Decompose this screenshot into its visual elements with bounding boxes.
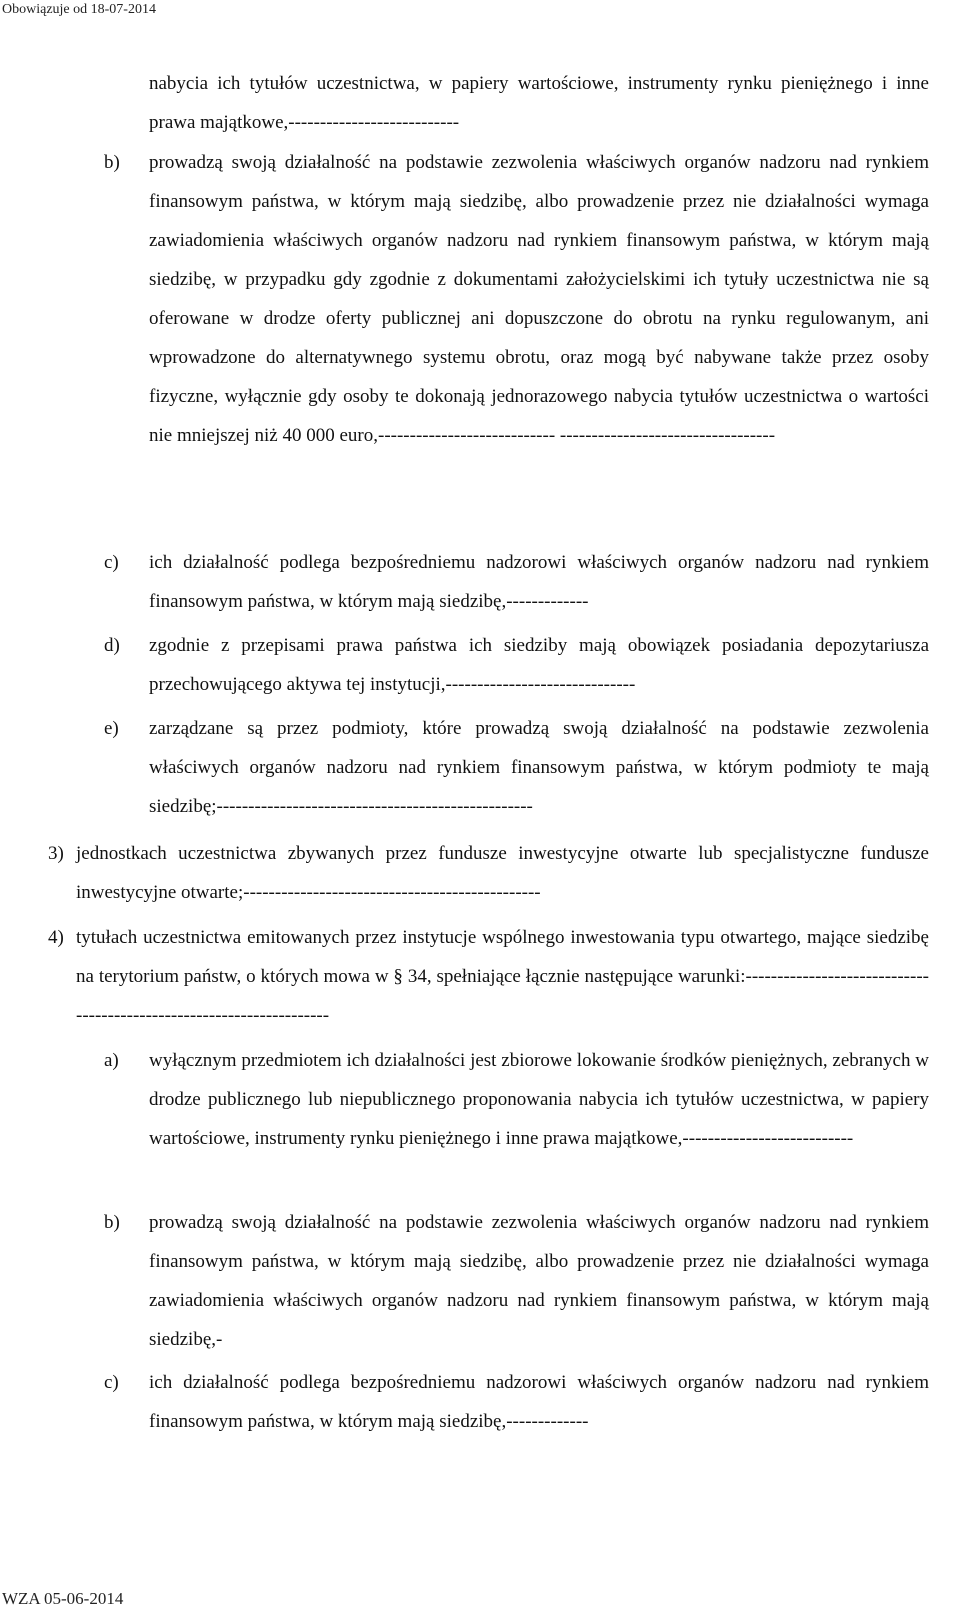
list-marker: c): [104, 552, 119, 573]
list-item-text: jednostkach uczestnictwa zbywanych przez fundusze inwestycyjne otwarte lub specjalistyczne fundusze inwestycyjne otwarte;-----------------------------------------------: [76, 843, 929, 903]
list-marker: b): [104, 152, 120, 173]
list-item-text: prowadzą swoją działalność na podstawie zezwolenia właściwych organów nadzoru nad rynkiem finansowym państwa, w którym mają siedzibę, albo prowadzenie przez nie działalności wymaga zawiadomienia właściwych organów nadzoru nad rynkiem finansowym państwa, w którym mają siedzibę, w przypadku gdy zgodnie z dokumentami założycielskimi ich tytuły uczestnictwa nie są oferowane w drodze oferty publicznej ani dopuszczone do obrotu na rynku regulowanym, ani wprowadzone do alternatywnego systemu obrotu, oraz mogą być nabywane także przez osoby fizyczne, wyłącznie gdy osoby te dokonają jednorazowego nabycia tytułów uczestnictwa o wartości nie mniejszej niż 40 000 euro,---------------------------- ----------------------------------: [149, 152, 929, 446]
list-item-text: zgodnie z przepisami prawa państwa ich siedziby mają obowiązek posiadania depozytariusza przechowującego aktywa tej instytucji,------------------------------: [149, 635, 929, 695]
list-item-text: ich działalność podlega bezpośredniemu nadzorowi właściwych organów nadzoru nad rynkiem finansowym państwa, w którym mają siedzibę,-------------: [149, 1372, 929, 1432]
list-item-text: zarządzane są przez podmioty, które prowadzą swoją działalność na podstawie zezwolenia właściwych organów nadzoru nad rynkiem finansowym państwa, w którym podmioty te mają siedzibę;--------------------------------------------------: [149, 718, 929, 817]
list-marker: 3): [48, 843, 64, 864]
list-item-text: ich działalność podlega bezpośredniemu nadzorowi właściwych organów nadzoru nad rynkiem finansowym państwa, w którym mają siedzibę,-------------: [149, 552, 929, 612]
list-marker: d): [104, 635, 120, 656]
list-item-text: tytułach uczestnictwa emitowanych przez instytucje wspólnego inwestowania typu otwartego, mające siedzibę na terytorium państw, o których mowa w § 34, spełniające łącznie następujące warunki:---------------------------------------------------------------------: [76, 927, 929, 1026]
list-marker: a): [104, 1050, 119, 1071]
list-marker: b): [104, 1212, 120, 1233]
list-marker: 4): [48, 927, 64, 948]
continuation-paragraph: nabycia ich tytułów uczestnictwa, w papiery wartościowe, instrumenty rynku pieniężnego i inne prawa majątkowe,---------------------------: [149, 73, 929, 133]
header-validity-stamp: Obowiązuje od 18-07-2014: [2, 2, 156, 17]
footer-document-stamp: WZA 05-06-2014: [2, 1589, 124, 1608]
list-item-text: prowadzą swoją działalność na podstawie zezwolenia właściwych organów nadzoru nad rynkiem finansowym państwa, w którym mają siedzibę, albo prowadzenie przez nie działalności wymaga zawiadomienia właściwych organów nadzoru nad rynkiem finansowym państwa, w którym mają siedzibę,-: [149, 1212, 929, 1350]
list-marker: c): [104, 1372, 119, 1393]
list-item-text: wyłącznym przedmiotem ich działalności jest zbiorowe lokowanie środków pieniężnych, zebranych w drodze publicznego lub niepublicznego proponowania nabycia ich tytułów uczestnictwa, w papiery wartościowe, instrumenty rynku pieniężnego i inne prawa majątkowe,---------------------------: [149, 1050, 929, 1149]
list-marker: e): [104, 718, 119, 739]
